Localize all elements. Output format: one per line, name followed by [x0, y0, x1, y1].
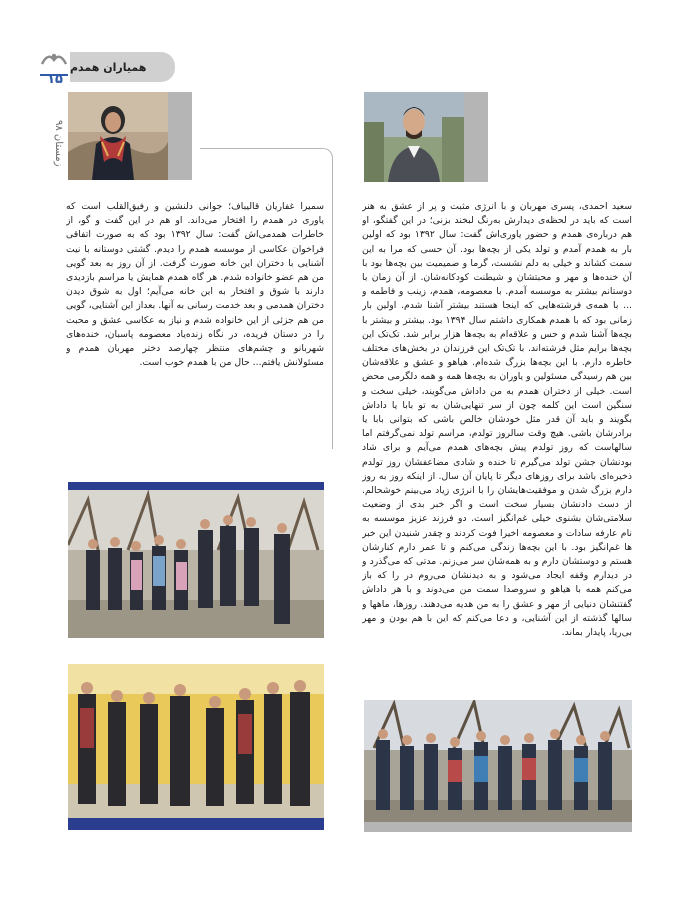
group-photo-park-bench [68, 490, 324, 638]
group-photo-yellow-wall [68, 664, 324, 818]
right-portrait-photo [364, 92, 464, 182]
page-number: ۱۵ [47, 72, 63, 87]
magazine-logo [40, 50, 68, 70]
left-column-text [66, 200, 324, 422]
left-portrait-photo [68, 92, 168, 180]
group-photo-outdoor-line [364, 700, 632, 822]
left-column-paragraph: سمیرا غفاریان قالیباف؛ جوانی دلنشین و رفیق‌القلب است که یاوری در همدم را افتخار می‌داند. او هم در این گفت و گو، از خاطرات همدمی‌اش گفت: سال ۱۳۹۲ بود که به صورت اتفاقی فراخوان عکاسی از موسسه همدم را دیدم. گشتی دوستانه با نیت آشنایی با دختران این خانه صورت گرفت. از آن روز به بعد گویی من هم عضو خانواده شدم. هر گاه همدم همایش یا مراسم بازدیدی دارند با شوق و افتخار به این خانه می‌آیم؛ اول به شوق دیدن دختران همدمی و بعد خدمت رسانی به آنها. بعداز این آشنایی، گویی من هم جزئی از این خانواده شدم و نیاز به عکاسی عشق و محبت را در دستان فریده، در نگاه زنده‌یاد معصومه پاسبان، خنده‌های شهربانو و چشم‌های منتظر چهارصد دختر مهربان همدم و مسئولانش یافتم... حال من با همدم خوب است. [66, 201, 324, 369]
right-column-paragraph: سعید احمدی، پسری مهربان و با انرژی مثبت و پر از عشق به هنر است که باید در لحظه‌ی دیدارش به‌رنگ لبخند بزنی؛ در این گفتگو، او هم درباره‌ی همدم و حضور یاوری‌اش گفت: سال ۱۳۹۲ بود که اولین بار به همدم آمدم و تولد یکی از بچه‌ها بود. آن حسی که مرا به این سمت کشاند و خیلی به دلم نشست، گرما و صمیمیت بین بچه‌ها بود با آن خنده‌ها و مهر و محبتشان و شیطنت کودکانه‌شان. از آن زمان با دوستانم بیشتر به موسسه آمدم. با معصومه، همدم، زینب و فاطمه و ... با همه‌ی فرشته‌هایی که اینجا هستند بیشتر آشنا شدم. اولین بار زمانی بود که با همدم همکاری داشتم سال ۱۳۹۴ بود. بیشتر و بیشتر با بچه‌ها آشنا شدم و حس و علاقه‌ام به بچه‌ها هزار برابر شد. تک‌تک این بچه‌ها برایم مثل فرشته‌اند. با تک‌تک این فرزندان در بخش‌های مختلف خاطره دارم. با این بچه‌ها بزرگ شده‌ام. هیاهو و عشق و علاقه‌شان بین هم رسیدگی مسئولین و یاوران به بچه‌ها همه و همه دلگرمی محض است. خیلی از دختران همدم به من داداش می‌گویند، خیلی سخت و سنگین است این کلمه چون از سر تنهایی‌شان به تو بابا یا داداش بگویند و باید آن قدر مثل خودشان خالص باشی که بتوانی بابا یا برادرشان باشی. هیچ وقت سالروز تولدم، مراسم تولد نمی‌گرفتم اما سالهاست که روز تولدم پیش بچه‌های همدم می‌آیم و برای شاد بودنشان جشن تولد می‌گیرم تا خنده و شادی مضاعفشان روز تولدم ذخیره‌ای باشد برای روزهای دیگر تا پایان آن سال. از اینکه روز به روز دارم بزرگ شدن و موفقیت‌هایشان را با انرژی زیاد می‌بینم خوشحالم. از دست دادنشان بسیار سخت است و اگر خبر بدی از وضعیت سلامتی‌شان بشنوی خیلی غم‌انگیز است. دو فرزند عزیز موسسه به نام عارفه سادات و معصومه اخیرا فوت کردند و چقدر شنیدن این خبر ها غم‌انگیز بود. با این بچه‌ها زندگی می‌کنم و تا عمر دارم کنارشان هستم و دوستشان دارم و به همه‌شان سر می‌زنم. مدتی که می‌گذرد و در دیدارم وقفه ایجاد می‌شود و به دیدنشان می‌روم در را که باز می‌کنم همه با هیاهو و سروصدا سمت من می‌دوند و با هر داداش گفتنشان دنیایی از مهر و عشق را به من هدیه می‌دهند. روزها، ماهها و سالها گذشته از این آشنایی، و دعا می‌کنم که این با هم بودن و مهر بی‌ریا، پایدار بماند. [362, 201, 632, 639]
group-photo-2-bottom-strip [68, 818, 324, 830]
right-column-text [362, 200, 632, 700]
group-photo-1-top-strip [68, 482, 324, 490]
group-photo-3-bottom-strip [364, 822, 632, 832]
section-title: همیاران همدم [70, 52, 175, 82]
issue-label: زمستان ۹۸ [53, 119, 64, 166]
